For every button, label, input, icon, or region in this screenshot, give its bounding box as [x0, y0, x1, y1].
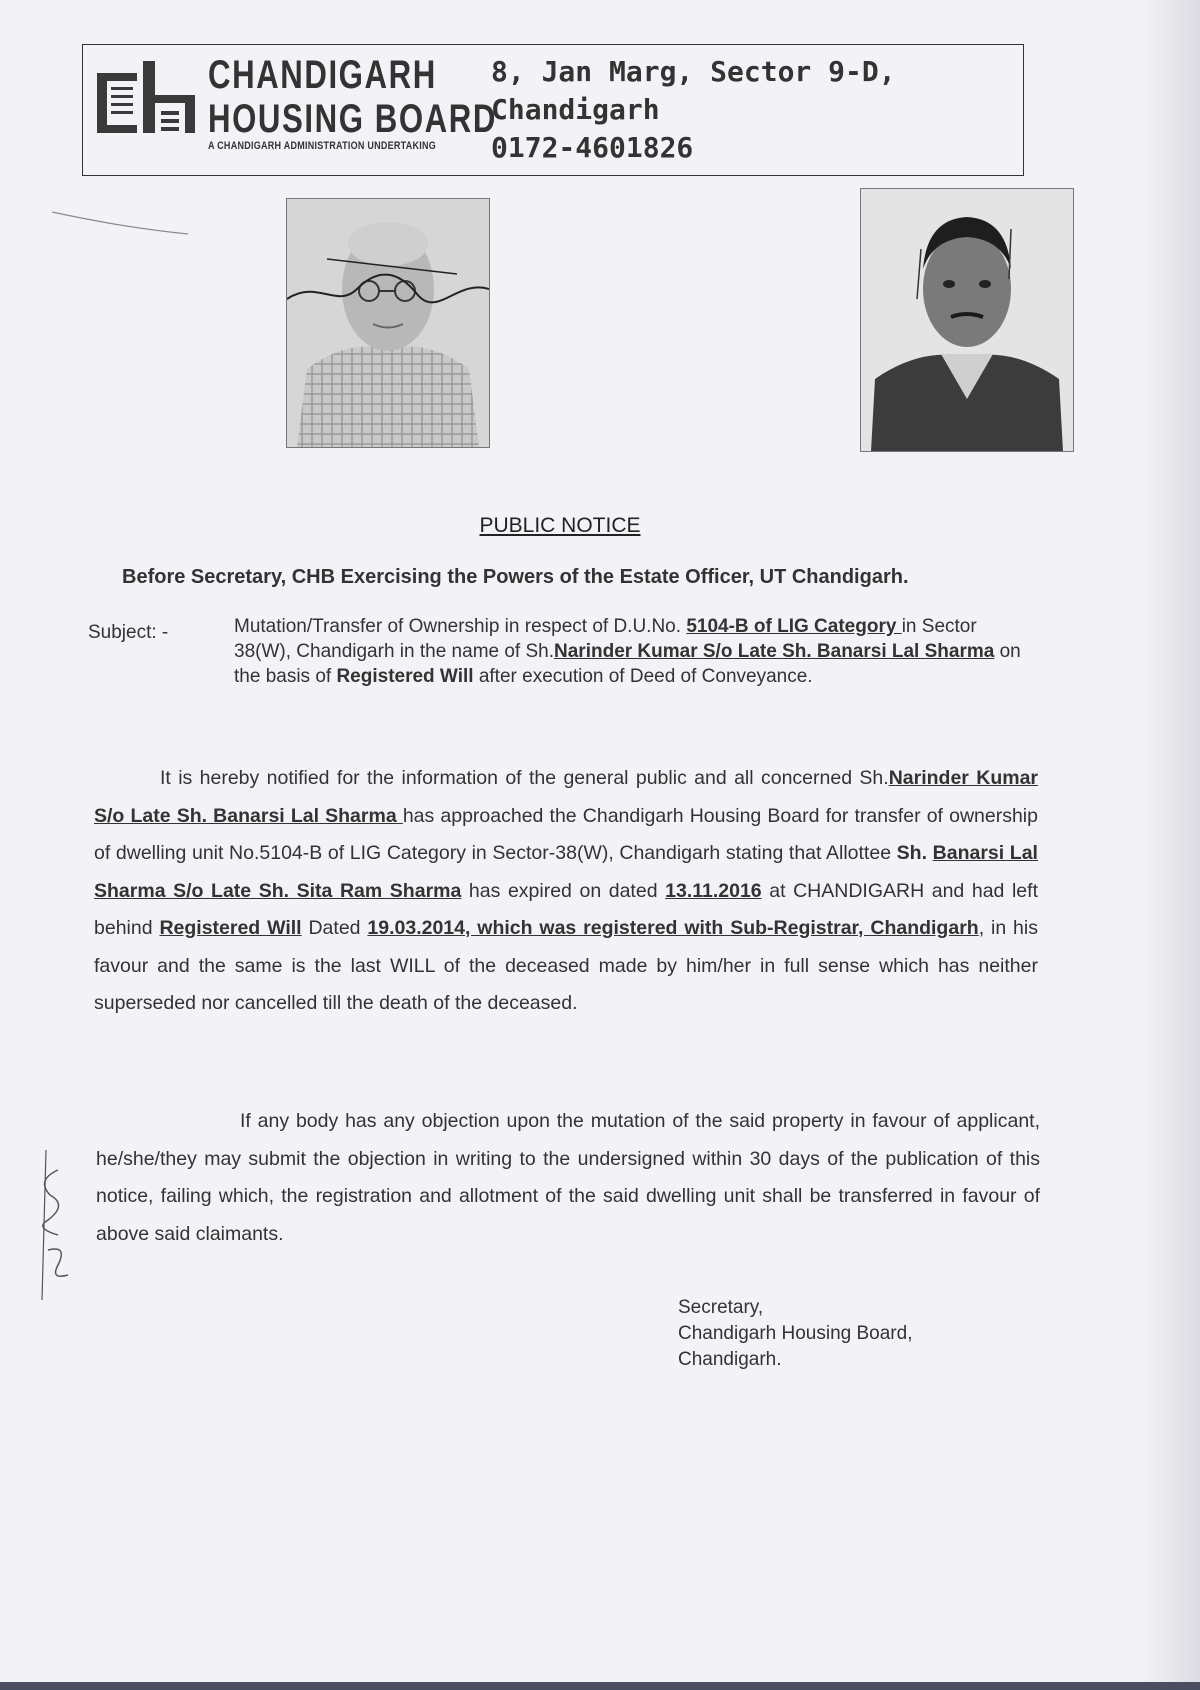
- signatory-city: Chandigarh.: [678, 1349, 782, 1370]
- signature-block: [678, 1295, 913, 1373]
- dwelling-unit-number: 5104-B of LIG Category: [686, 616, 902, 637]
- paragraph-text: , in his favour and the same is the last WILL of the deceased made by him/her in full sense which has neither superseded nor cancelled till the death of the deceased.: [94, 917, 1038, 1014]
- notice-title: PUBLIC NOTICE: [479, 514, 641, 537]
- subject-text-part: in Sector 38(W), Chandigarh in the name of Sh.: [234, 616, 977, 662]
- applicant-name: Narinder Kumar S/o Late Sh. Banarsi Lal Sharma: [94, 767, 1039, 827]
- paragraph-text: has approached the Chandigarh Housing Board for transfer of ownership of dwelling unit No.5104-B of LIG Category in Sector-38(W), Chandigarh stating that Allottee: [94, 804, 1038, 864]
- org-name-line1: CHANDIGARH: [208, 53, 437, 97]
- address-line2: Chandigarh: [491, 93, 660, 126]
- chb-logo-icon: [91, 55, 201, 141]
- scan-edge-shadow: [1140, 0, 1200, 1690]
- pen-stroke-mark: [50, 206, 190, 246]
- paragraph-text: Sh.: [896, 842, 933, 864]
- subject-text-part: after execution of Deed of Conveyance.: [473, 666, 813, 687]
- registered-will-label: Registered Will: [159, 917, 302, 939]
- letterhead-address: [491, 53, 896, 167]
- phone-number: 0172-4601826: [491, 131, 694, 164]
- paragraph-text: It is hereby notified for the information of the general public and all concerned Sh.: [160, 767, 889, 789]
- date-of-death: 13.11.2016: [665, 879, 762, 902]
- photo-allottee: [286, 198, 490, 448]
- paragraph-text: at CHANDIGARH and had left behind: [94, 879, 1038, 939]
- allottee-name: Banarsi Lal Sharma S/o Late Sh. Sita Ram Sharma: [94, 842, 1038, 902]
- signatory-title: Secretary,: [678, 1297, 764, 1318]
- org-subtitle: A CHANDIGARH ADMINISTRATION UNDERTAKING: [208, 140, 437, 152]
- registered-will-label: Registered Will: [336, 666, 474, 687]
- subject-text: [234, 614, 1034, 689]
- paragraph-text: Dated: [301, 917, 368, 939]
- notice-paragraph-1: [94, 760, 1038, 1023]
- notice-authority-line: Before Secretary, CHB Exercising the Powers of the Estate Officer, UT Chandigarh.: [122, 566, 909, 588]
- applicant-name: Narinder Kumar S/o Late Sh. Banarsi Lal Sharma: [554, 641, 995, 662]
- scan-bottom-edge: [0, 1682, 1200, 1690]
- subject-text-part: Mutation/Transfer of Ownership in respect of D.U.No.: [234, 616, 687, 637]
- subject-text-part: on the basis of: [234, 641, 1021, 687]
- will-registration-details: 19.03.2014, which was registered with Sub-Registrar, Chandigarh: [367, 917, 979, 939]
- subject-label: Subject: -: [88, 622, 169, 643]
- org-name-line2: HOUSING BOARD: [208, 97, 497, 141]
- paragraph-text: has expired on dated: [461, 879, 666, 902]
- margin-initial-mark: [28, 1150, 78, 1300]
- photo-applicant: [860, 188, 1074, 452]
- notice-paragraph-2: If any body has any objection upon the mutation of the said property in favour of applicant, he/she/they may submit the objection in writing to the undersigned within 30 days of the publication of this notice, failing which, the registration and allotment of the said dwelling unit shall be transferred in favour of above said claimants.: [96, 1110, 1040, 1245]
- photo-allottee-portrait: [287, 199, 489, 447]
- letterhead: [82, 44, 1024, 176]
- signatory-organization: Chandigarh Housing Board,: [678, 1323, 913, 1344]
- address-line1: 8, Jan Marg, Sector 9-D,: [491, 55, 896, 88]
- photo-applicant-portrait: [861, 189, 1073, 451]
